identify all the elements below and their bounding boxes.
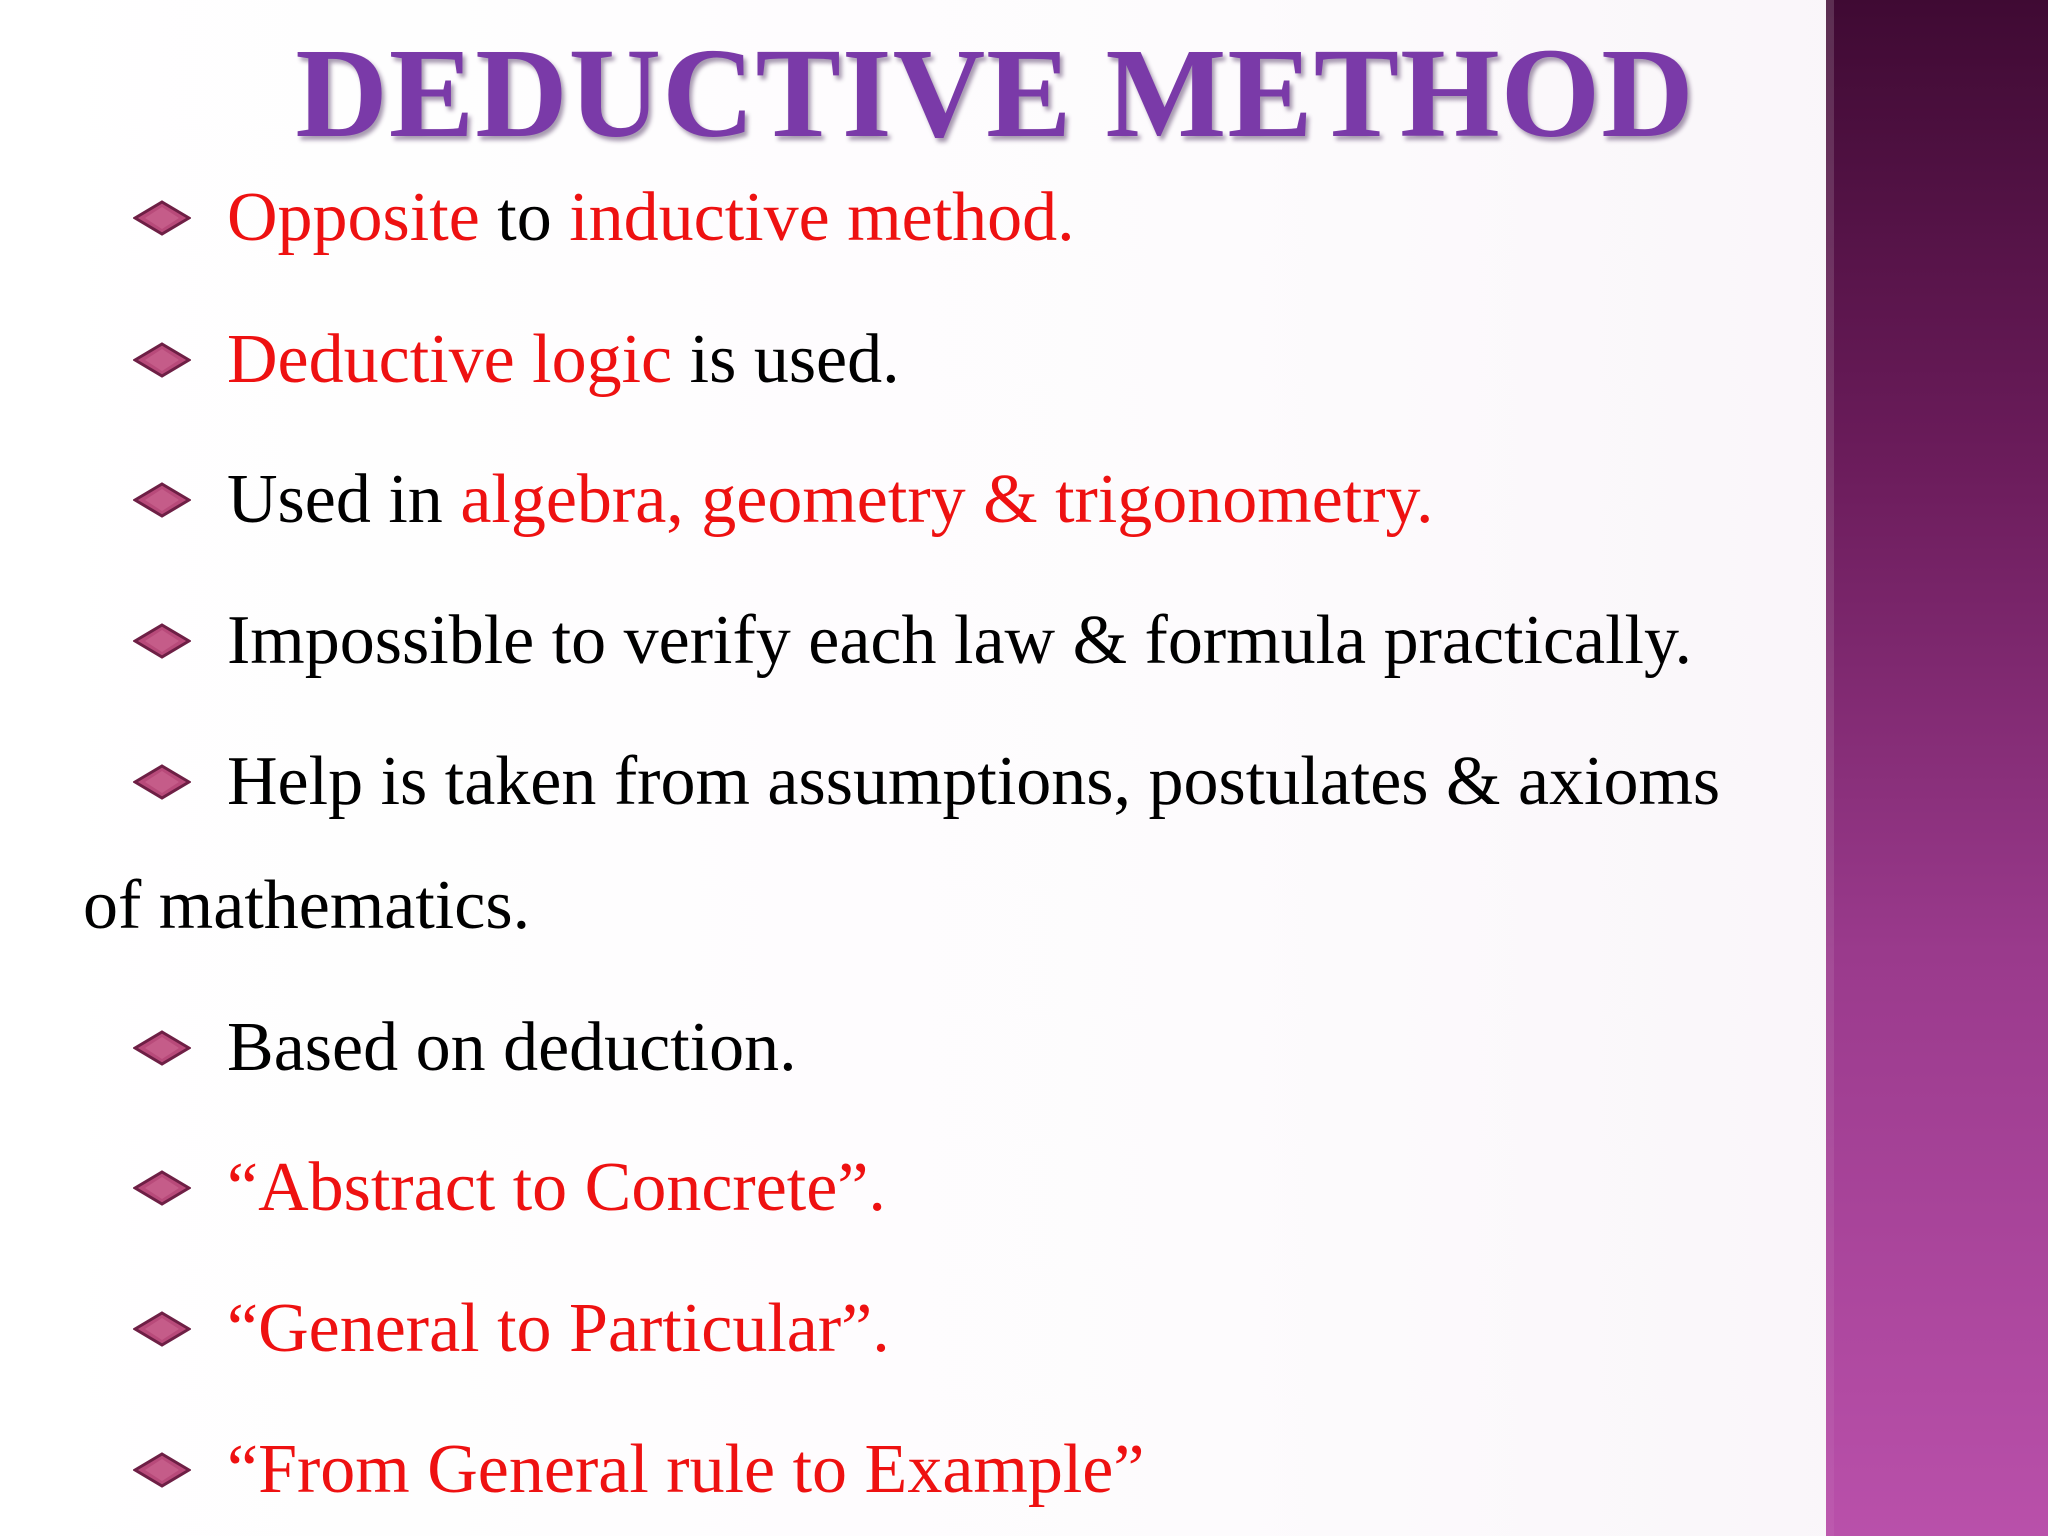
diamond-bullet-icon [133,1030,191,1066]
bullet-text-part: algebra, geometry & trigonometry. [460,461,1434,538]
diamond-bullet-icon [133,482,191,518]
bullet-text [227,1289,890,1369]
bullet-text-part: Help is taken from assumptions, postulates & axioms [227,743,1721,820]
diamond-bullet-icon [133,764,191,800]
diamond-bullet-icon [133,200,191,236]
bullet-text [227,320,900,400]
bullet-text [227,1008,797,1088]
bullet-text [227,1148,886,1228]
bullet-text [227,178,1075,258]
bullet-text-part: Used in [227,461,461,538]
bullet-text [227,460,1434,540]
bullet-text-part: “Abstract to Concrete”. [227,1149,886,1226]
bullet-text [227,601,1692,681]
diamond-bullet-icon [133,1170,191,1206]
bullet-text [227,1430,1144,1510]
bullet-text-part: Based on deduction. [227,1009,797,1086]
diamond-bullet-icon [133,623,191,659]
bullet-text-part: to [479,179,570,256]
bullet-text-part: inductive method. [569,179,1075,256]
bullet-text-part: Opposite [227,179,480,256]
bullet-text-part: Deductive logic [227,321,673,398]
bullet-text-part: “From General rule to Example” [227,1431,1145,1508]
slide-title: DEDUCTIVE METHOD [295,22,1695,164]
diamond-bullet-icon [133,342,191,378]
bullet-continuation: of mathematics. [83,867,531,944]
diamond-bullet-icon [133,1452,191,1488]
bullet-text-part: is used. [672,321,900,398]
bullet-text [227,742,1720,822]
bullet-text-part: “General to Particular”. [227,1290,890,1367]
bullet-text-part: Impossible to verify each law & formula practically. [227,602,1692,679]
diamond-bullet-icon [133,1311,191,1347]
decorative-side-bar [1826,0,2048,1536]
